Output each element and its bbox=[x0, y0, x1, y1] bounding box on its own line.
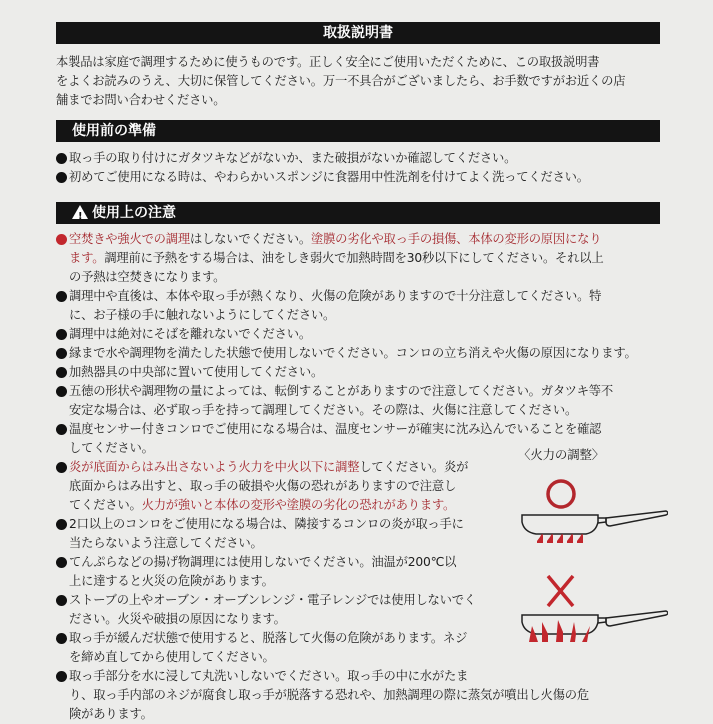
item-text: 温度センサー付きコンロでご使用になる場合は、温度センサーが確実に沈み込んでいることを確認 bbox=[69, 422, 602, 436]
item-text-red: 調理 bbox=[165, 232, 190, 246]
item-text: てください。 bbox=[69, 498, 142, 512]
item-text-red: ます。 bbox=[69, 251, 105, 265]
list-item bbox=[56, 344, 637, 363]
pan-high-heat-illustration bbox=[518, 570, 668, 650]
bullet-icon bbox=[56, 424, 67, 435]
item-text: 当たらないよう注意してください。 bbox=[69, 536, 263, 550]
item-text: はしないでください。 bbox=[189, 232, 311, 246]
item-text-red: 炎が底面からはみ出さないよう火力を中火以下に調整 bbox=[69, 460, 360, 474]
flame-large-icon bbox=[529, 620, 590, 642]
item-text: の予熱は空焚きになります。 bbox=[69, 270, 226, 284]
bullet-icon bbox=[56, 291, 67, 302]
bullet-icon bbox=[56, 172, 67, 183]
bullet-icon bbox=[56, 367, 67, 378]
bullet-icon bbox=[56, 633, 67, 644]
before-use-list bbox=[56, 149, 589, 187]
item-text: 加熱器具の中央部に置いて使用してください。 bbox=[69, 365, 324, 379]
section-header-cautions bbox=[56, 202, 660, 224]
item-text: 安定な場合は、必ず取っ手を持って調理してください。その際は、火傷に注意してください。 bbox=[69, 403, 578, 417]
list-item bbox=[56, 325, 637, 344]
item-text: 縁まで水や調理物を満たした状態で使用しないでください。コンロの立ち消えや火傷の原因になります。 bbox=[69, 346, 637, 360]
bullet-icon bbox=[56, 462, 67, 473]
intro-paragraph bbox=[56, 53, 625, 110]
item-text: 調理中や直後は、本体や取っ手が熱くなり、火傷の危険がありますので十分注意してください。特 bbox=[69, 289, 602, 303]
pan-medium-heat-illustration bbox=[518, 470, 668, 550]
item-text: してください。 bbox=[69, 441, 154, 455]
item-text: してください。炎が bbox=[359, 460, 469, 474]
item-text: り、取っ手内部のネジが腐食し取っ手が脱落する恐れや、加熱調理の際に蒸気が噴出し火傷の危 bbox=[69, 688, 589, 702]
section-heading: 使用前の準備 bbox=[72, 123, 156, 139]
item-text: 2口以上のコンロをご使用になる場合は、隣接するコンロの炎が取っ手に bbox=[69, 517, 464, 531]
item-text: てんぷらなどの揚げ物調理には使用しないでください。油温が200℃以 bbox=[69, 555, 457, 569]
item-text: ださい。火災や破損の原因になります。 bbox=[69, 612, 286, 626]
figure-caption: 〈火力の調整〉 bbox=[518, 447, 605, 462]
list-item bbox=[56, 230, 637, 287]
bullet-icon bbox=[56, 153, 67, 164]
item-text: 調理中は絶対にそばを離れないでください。 bbox=[69, 327, 311, 341]
bullet-icon bbox=[56, 595, 67, 606]
bullet-icon bbox=[56, 386, 67, 397]
item-text: 上に達すると火災の危険があります。 bbox=[69, 574, 274, 588]
item-text: 調理前に予熱をする場合は、油をしき弱火で加熱時間を30秒以下にしてください。それ以上 bbox=[104, 251, 604, 265]
warning-triangle-icon bbox=[72, 205, 88, 219]
section-heading: 使用上の注意 bbox=[92, 205, 176, 221]
item-text: 険があります。 bbox=[69, 707, 153, 721]
bullet-icon bbox=[56, 329, 67, 340]
bullet-icon bbox=[56, 671, 67, 682]
list-item bbox=[56, 287, 637, 325]
item-text: 取っ手部分を水に浸して丸洗いしないでください。取っ手の中に水がたま bbox=[69, 669, 469, 683]
frying-pan-icon bbox=[522, 515, 598, 534]
document-title: 取扱説明書 bbox=[323, 25, 393, 41]
bullet-red-icon bbox=[56, 234, 67, 245]
intro-line: をよくお読みのうえ、大切に保管してください。万一不具合がございましたら、お手数ですがお近くの店 bbox=[56, 74, 626, 88]
list-item bbox=[56, 363, 637, 382]
circle-ok-icon bbox=[548, 481, 574, 507]
item-text: ストーブの上やオーブン・オーブンレンジ・電子レンジでは使用しないでく bbox=[69, 593, 476, 607]
item-text: 取っ手の取り付けにガタツキなどがないか、また破損がないか確認してください。 bbox=[69, 151, 517, 165]
item-text-red: 空焚きや強火での bbox=[69, 232, 166, 246]
bullet-icon bbox=[56, 348, 67, 359]
intro-line: 本製品は家庭で調理するために使うものです。正しく安全にご使用いただくために、この取扱説明書 bbox=[56, 55, 600, 69]
bullet-icon bbox=[56, 557, 67, 568]
item-text-red: 塗膜の劣化や取っ手の損傷、本体の変形の原因になり bbox=[310, 232, 602, 246]
cross-ng-icon bbox=[548, 576, 573, 606]
list-item bbox=[56, 382, 637, 420]
list-item bbox=[56, 667, 637, 724]
section-header-before-use bbox=[56, 120, 660, 142]
flame-small-icon bbox=[537, 534, 583, 543]
item-text: 取っ手が緩んだ状態で使用すると、脱落して火傷の危険があります。ネジ bbox=[69, 631, 468, 645]
item-text-red: 火力が強いと本体の変形や塗膜の劣化の恐れがあります。 bbox=[141, 498, 456, 512]
item-text: 底面からはみ出すと、取っ手の破損や火傷の恐れがありますので注意し bbox=[69, 479, 457, 493]
item-text: 初めてご使用になる時は、やわらかいスポンジに食器用中性洗剤を付けてよく洗ってください。 bbox=[69, 170, 589, 184]
intro-line: 舗までお問い合わせください。 bbox=[56, 93, 226, 107]
item-text: 五徳の形状や調理物の量によっては、転倒することがありますので注意してください。ガタツキ等不 bbox=[69, 384, 613, 398]
title-bar bbox=[56, 22, 660, 44]
bullet-icon bbox=[56, 519, 67, 530]
list-item bbox=[56, 149, 589, 168]
item-text: に、お子様の手に触れないようにしてください。 bbox=[69, 308, 336, 322]
list-item bbox=[56, 168, 589, 187]
item-text: を締め直してから使用してください。 bbox=[69, 650, 275, 664]
